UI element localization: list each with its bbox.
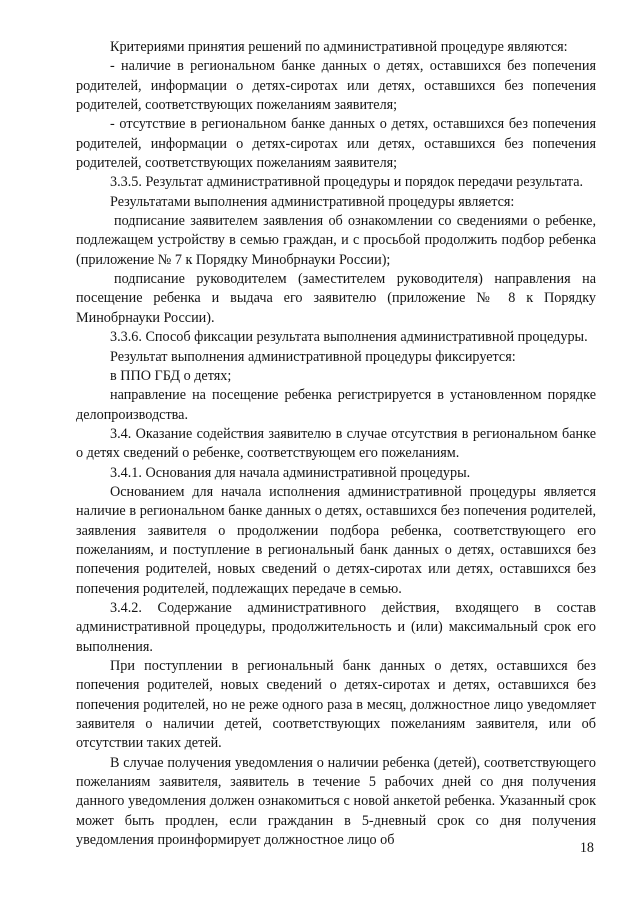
paragraph-section-3-4-2: 3.4.2. Содержание административного действия, входящего в состав административной процедуры, продолжительность и (или) максимальный срок его выполнения. [76,599,596,655]
paragraph-results-intro: Результатами выполнения административной процедуры является: [110,193,515,210]
paragraph-result-signing-head: подписание руководителем (заместителем руководителя) направления на посещение ребенка и выдача его заявителю (приложение № 8 к Порядку Минобрнауки России). [76,271,596,326]
paragraph-section-3-3-5: 3.3.5. Результат административной процедуры и порядок передачи результата. [110,174,584,191]
paragraph-fixation-intro: Результат выполнения административной процедуры фиксируется: [110,348,516,365]
paragraph-criteria-intro: Критериями принятия решений по административной процедуре являются: [110,39,568,55]
paragraph-result-signing-applicant: подписание заявителем заявления об ознакомлении со сведениями о ребенке, подлежащем устройству в семью граждан, и с просьбой продолжить подбор ребенка (приложение № 7 к Порядку Минобрнауки России); [76,213,596,268]
paragraph-criteria-presence: - наличие в региональном банке данных о детях, оставшихся без попечения родителей, информации о детях-сиротах или детях, оставшихся без попечения родителей, соответствующих пожеланиям заявителя; [76,58,596,114]
paragraph-notification-received: В случае получения уведомления о наличии ребенка (детей), соответствующего пожеланиям заявителя, заявитель в течение 5 рабочих дней со дня получения данного уведомления должен ознакомиться с новой анкетой ребенка. Указанный срок может быть продлен, если гражданин в 5-дневный срок со дня получения уведомления проинформирует должностное лицо об [76,754,596,849]
page-number: 18 [579,840,594,856]
paragraph-notification: При поступлении в региональный банк данных о детях, оставшихся без попечения родителей, новых сведений о детях-сиротах и детях, оставшихся без попечения родителей, но не реже одного раза в месяц, должностное лицо уведомляет заявителя о наличии детей, соответствующих пожеланиям заявителя, или об отсутствии таких детей. [76,658,596,752]
document-body [76,38,596,850]
paragraph-grounds: Основанием для начала исполнения административной процедуры является наличие в региональном банке данных о детях, оставшихся без попечения родителей, заявления заявителя о продолжении подбора ребенка, соответствующего его пожеланиям, и поступление в региональный банк данных о детях, оставшихся без попечения родителей, новых сведений о детях-сиротах или детях, оставшихся без попечения родителей, подлежащих передаче в семью. [76,483,596,597]
paragraph-section-3-4-1: 3.4.1. Основания для начала административной процедуры. [110,464,471,481]
paragraph-section-3-3-6: 3.3.6. Способ фиксации результата выполнения административной процедуры. [110,329,588,346]
paragraph-fixation-registration: направление на посещение ребенка регистрируется в установленном порядке делопроизводства. [76,387,596,423]
paragraph-fixation-ppo: в ППО ГБД о детях; [110,367,232,384]
paragraph-criteria-absence: - отсутствие в региональном банке данных о детях, оставшихся без попечения родителей, информации о детях-сиротах или детях, оставшихся без попечения родителей, соответствующих пожеланиям заявителя; [76,116,596,172]
paragraph-section-3-4: 3.4. Оказание содействия заявителю в случае отсутствия в региональном банке о детях сведений о ребенке, соответствующем его пожеланиям. [76,425,596,462]
